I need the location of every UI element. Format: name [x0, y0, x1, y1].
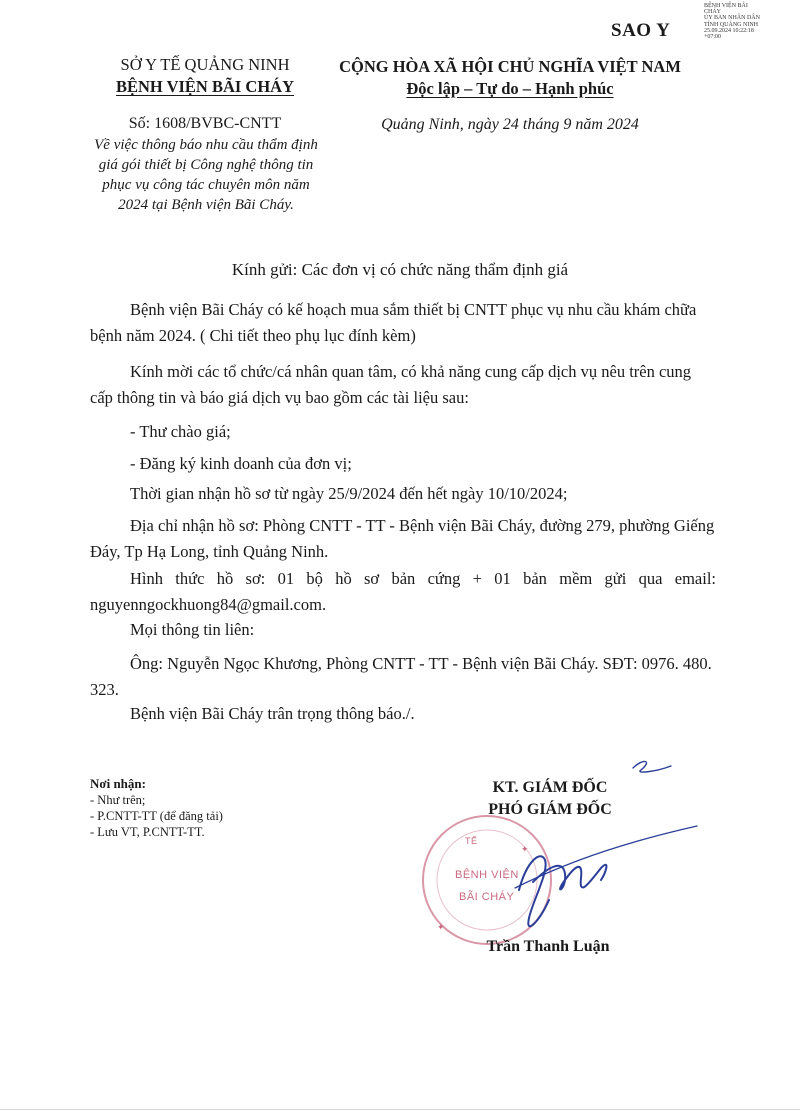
- meta-line: CHÁY: [704, 9, 722, 16]
- recipient-item: - P.CNTT-TT (để đăng tải): [90, 809, 223, 823]
- seal-arc-mark: TẾ: [465, 836, 478, 846]
- parent-agency: SỞ Y TẾ QUẢNG NINH: [120, 55, 290, 74]
- document-number: Số: 1608/BVBC-CNTT: [128, 115, 282, 132]
- meta-line: BỆNH VIỆN BÃI: [704, 3, 748, 9]
- digital-signature-meta: [704, 3, 796, 40]
- deputy-title: KT. GIÁM ĐỐC: [492, 779, 608, 796]
- submission-time: Thời gian nhận hồ sơ từ ngày 25/9/2024 đến hết ngày 10/10/2024;: [130, 484, 568, 503]
- seal-arc-mark: ✦: [437, 922, 446, 932]
- paragraph-text: Ông: Nguyễn Ngọc Khương, Phòng CNTT - TT - Bệnh viện Bãi Cháy. SĐT: 0976. 480. 323.: [90, 654, 712, 699]
- document-subject: Về việc thông báo nhu cầu thẩm định giá gói thiết bị Công nghệ thông tin phục vụ công tác chuyên môn năm 2024 tại Bệnh viện Bãi Cháy.: [94, 137, 318, 213]
- paragraph-text: Bệnh viện Bãi Cháy có kế hoạch mua sắm thiết bị CNTT phục vụ nhu cầu khám chữa bệnh năm 2024. ( Chi tiết theo phụ lục đính kèm): [90, 300, 697, 345]
- copy-mark: SAO Y: [611, 20, 671, 41]
- national-heading: [320, 56, 700, 100]
- paragraph-invitation: [90, 359, 716, 411]
- meta-line: +07:00: [704, 34, 722, 41]
- recipient-item: - Như trên;: [90, 793, 146, 807]
- addressee: Kính gửi: Các đơn vị có chức năng thẩm định giá: [231, 260, 569, 279]
- contact-intro: Mọi thông tin liên:: [130, 620, 255, 639]
- paragraph-contact: [90, 651, 716, 703]
- paragraph-address: [90, 513, 716, 565]
- paragraph-text: Địa chỉ nhận hồ sơ: Phòng CNTT - TT - Bệnh viện Bãi Cháy, đường 279, phường Giếng Đáy, Tp Hạ Long, tỉnh Quảng Ninh.: [90, 516, 715, 561]
- nation-motto: Độc lập – Tự do – Hạnh phúc: [406, 79, 614, 98]
- seal-text: BÃI CHÁY: [459, 891, 515, 903]
- position-title: PHÓ GIÁM ĐỐC: [488, 801, 612, 818]
- signature-title: [455, 777, 645, 821]
- meta-line: ỦY BAN NHÂN DÂN: [704, 15, 760, 22]
- place-date: Quảng Ninh, ngày 24 tháng 9 năm 2024: [381, 116, 639, 133]
- meta-line: TỈNH QUẢNG NINH: [704, 21, 758, 28]
- paragraph-text: Kính mời các tổ chức/cá nhân quan tâm, có khả năng cung cấp dịch vụ nêu trên cung cấp thông tin và báo giá dịch vụ bao gồm các tài liệu sau:: [90, 362, 692, 407]
- agency-heading: [90, 54, 320, 98]
- recipient-item: - Lưu VT, P.CNTT-TT.: [90, 825, 205, 839]
- signer-name: Trần Thanh Luận: [486, 938, 610, 955]
- nation-name: CỘNG HÒA XÃ HỘI CHỦ NGHĨA VIỆT NAM: [339, 57, 681, 76]
- seal-arc-mark: ✦: [521, 844, 530, 854]
- recipients-title: Nơi nhận:: [90, 776, 146, 791]
- recipients-list: [90, 776, 223, 840]
- closing-line: Bệnh viện Bãi Cháy trân trọng thông báo./.: [130, 704, 415, 723]
- list-item: - Thư chào giá;: [130, 422, 231, 441]
- hospital-name: BỆNH VIỆN BÃI CHÁY: [115, 77, 295, 96]
- paragraph-plan: [90, 297, 716, 349]
- paragraph-text: Hình thức hồ sơ: 01 bộ hồ sơ bản cứng + 01 bản mềm gửi qua email: nguyenngockhuong84@gmail.com.: [90, 569, 716, 614]
- meta-line: 25.09.2024 10:22:18: [704, 27, 754, 34]
- paragraph-format: [90, 566, 716, 618]
- list-item: - Đăng ký kinh doanh của đơn vị;: [130, 454, 352, 473]
- scan-edge-line: [0, 1109, 800, 1110]
- seal-and-signature: [415, 740, 705, 960]
- seal-text: BỆNH VIỆN: [455, 869, 519, 881]
